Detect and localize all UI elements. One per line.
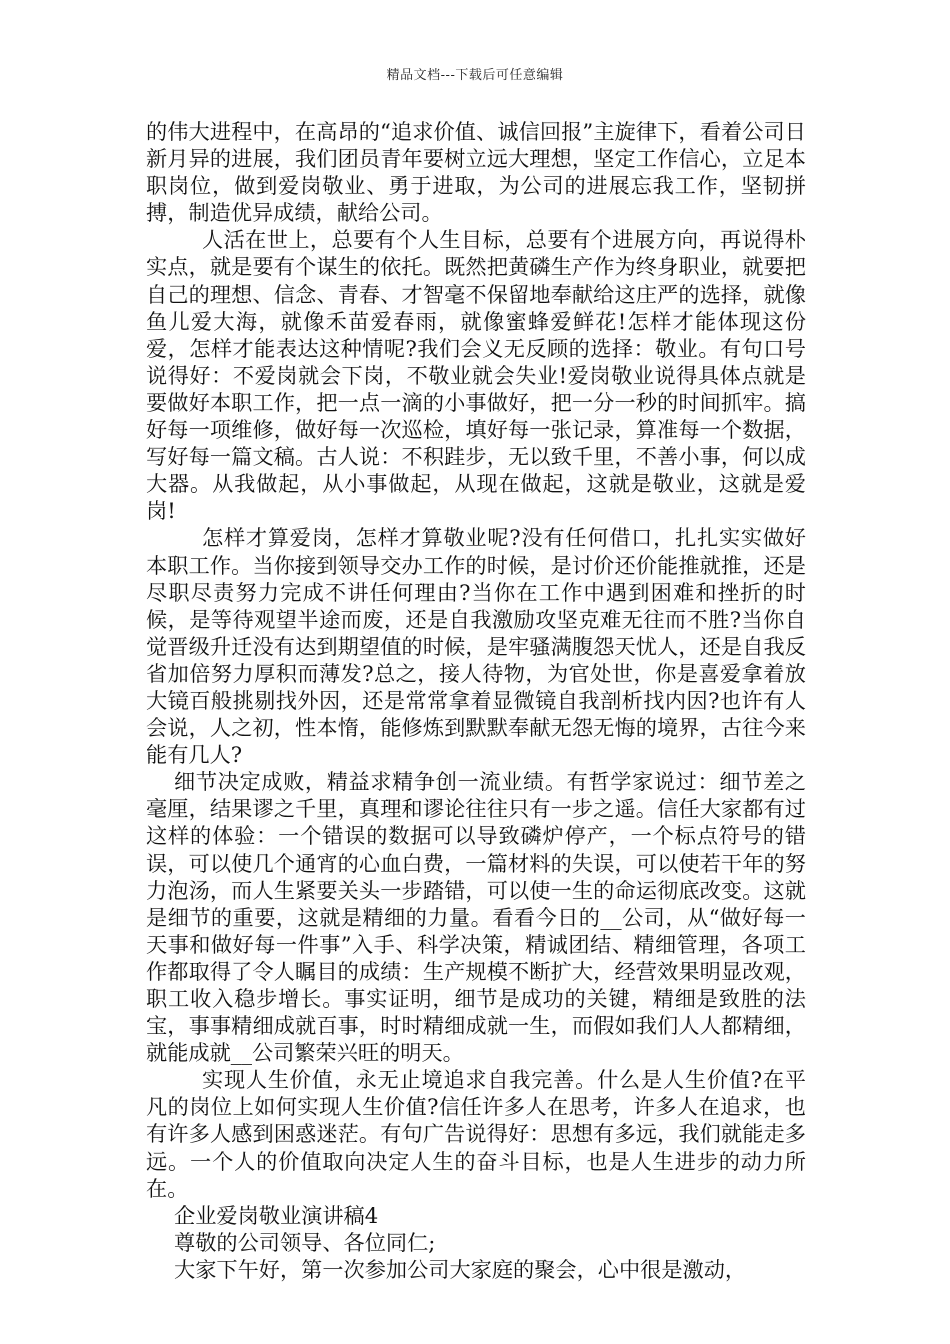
speech-title: 企业爱岗敬业演讲稿4	[174, 1202, 379, 1228]
opening-line: 大家下午好，第一次参加公司大家庭的聚会，心中很是激动，	[174, 1256, 747, 1282]
paragraph-2: 人活在世上，总要有个人生目标，总要有个进展方向，再说得朴实点，就是要有个谋生的依托。既然把黄磷生产作为终身职业，就要把自己的理想、信念、青春、才智毫不保留地奉献给这庄严的选择，就像鱼儿爱大海，就像禾苗爱春雨，就像蜜蜂爱鲜花!怎样才能体现这份爱，怎样才能表达这种情呢?我们会义无反顾的选择：敬业。有句口号说得好：不爱岗就会下岗，不敬业就会失业!爱岗敬业说得具体点就是要做好本职工作，把一点一滴的小事做好，把一分一秒的时间抓牢。搞好每一项维修，做好每一次巡检，填好每一张记录，算准每一个数据，写好每一篇文稿。古人说：不积跬步，无以致千里，不善小事，何以成大器。从我做起，从小事做起，从现在做起，这就是敬业，这就是爱岗!	[146, 227, 806, 524]
page-header: 精品文档---下载后可任意编辑	[386, 68, 564, 83]
paragraph-3: 怎样才算爱岗，怎样才算敬业呢?没有任何借口，扎扎实实做好本职工作。当你接到领导交办工作的时候，是讨价还价能推就推，还是尽职尽责努力完成不讲任何理由?当你在工作中遇到困难和挫折的时候，是等待观望半途而废，还是自我激励攻坚克难无往而不胜?当你自觉晋级升迁没有达到期望值的时候，是牢骚满腹怨天忧人，还是自我反省加倍努力厚积而薄发?总之，接人待物，为官处世，你是喜爱拿着放大镜百般挑剔找外因，还是常常拿着显微镜自我剖析找内因?也许有人会说，人之初，性本惰，能修炼到默默奉献无怨无悔的境界，古往今来能有几人?	[146, 525, 806, 768]
paragraph-4: 细节决定成败，精益求精争创一流业绩。有哲学家说过：细节差之毫厘，结果谬之千里，真理和谬论往往只有一步之遥。信任大家都有过这样的体验：一个错误的数据可以导致磷炉停产，一个标点符号的错误，可以使几个通宵的心血白费，一篇材料的失误，可以使若干年的努力泡汤，而人生紧要关头一步踏错，可以使一生的命运彻底改变。这就是细节的重要，这就是精细的力量。看看今日的__公司，从“做好每一天事和做好每一件事”入手、科学决策，精诚团结、精细管理，各项工作都取得了令人瞩目的成绩：生产规模不断扩大，经营效果明显改观，职工收入稳步增长。事实证明，细节是成功的关键，精细是致胜的法宝，事事精细成就百事，时时精细成就一生，而假如我们人人都精细，就能成就__公司繁荣兴旺的明天。	[146, 769, 806, 1066]
document-body	[146, 118, 806, 1283]
paragraph-1: 的伟大进程中，在高昂的“追求价值、诚信回报”主旋律下，看着公司日新月异的进展，我们团员青年要树立远大理想，坚定工作信心，立足本职岗位，做到爱岗敬业、勇于进取，为公司的进展忘我工作，坚韧拼搏，制造优异成绩，献给公司。	[146, 119, 806, 226]
paragraph-5: 实现人生价值，永无止境追求自我完善。什么是人生价值?在平凡的岗位上如何实现人生价值?信任许多人在思考，许多人在追求，也有许多人感到困惑迷茫。有句广告说得好：思想有多远，我们就能走多远。一个人的价值取向决定人生的奋斗目标，也是人生进步的动力所在。	[146, 1067, 806, 1201]
salutation: 尊敬的公司领导、各位同仁;	[174, 1229, 436, 1255]
